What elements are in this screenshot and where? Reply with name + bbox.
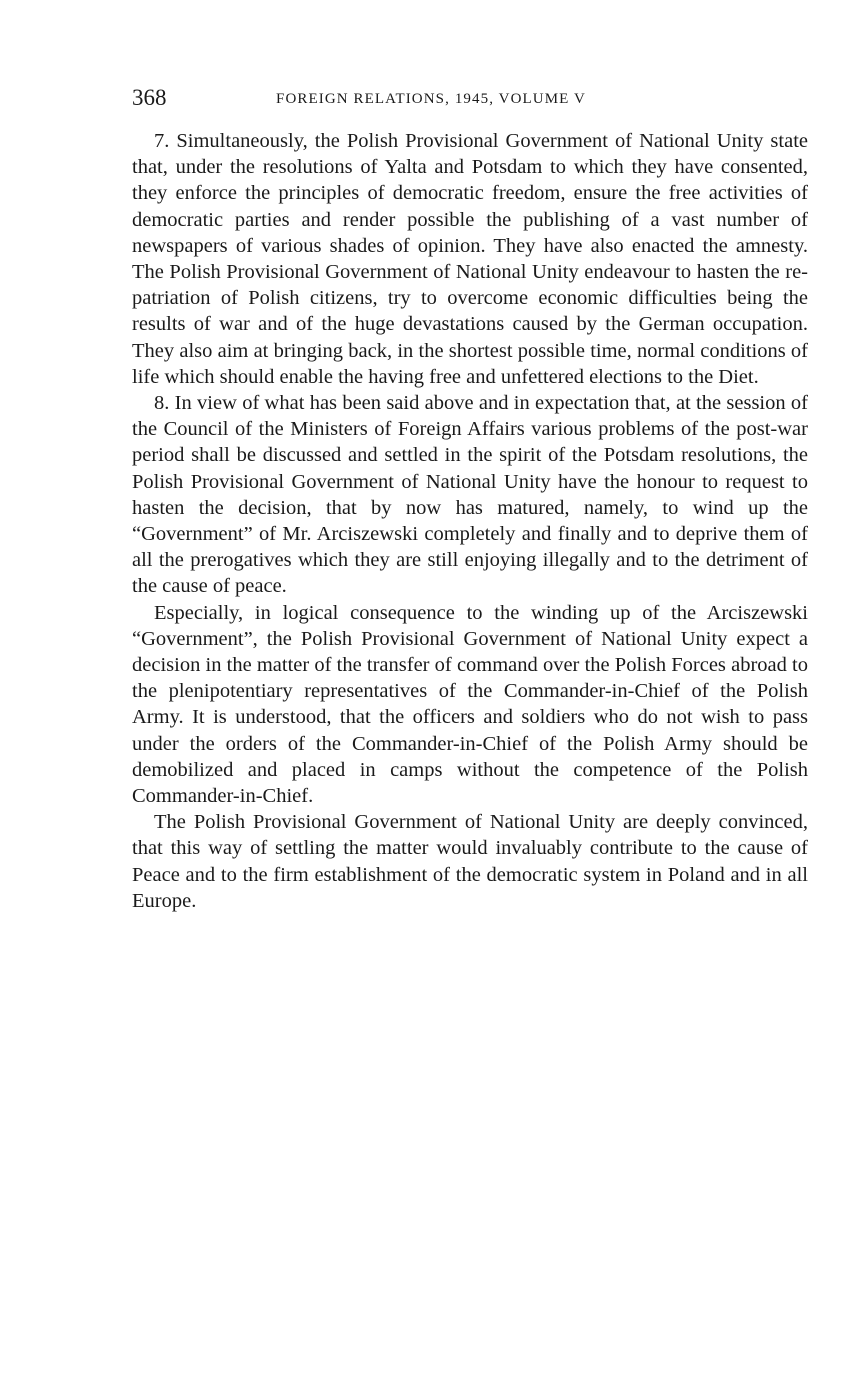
paragraph-8: 8. In view of what has been said above and in expectation that, at the session of the Council of the Ministers of Foreign Affairs various problems of the post-war period shall be discussed and settled in the spirit of the Potsdam resolutions, the Polish Provisional Government of National Unity have the honour to request to hasten the decision, that by now has matured, namely, to wind up the “Government” of Mr. Arciszewski completely and finally and to deprive them of all the prerogatives which they are still enjoying illegally and to the detriment of the cause of peace. [132, 392, 808, 598]
running-head [132, 84, 808, 112]
paragraph-7: 7. Simultaneously, the Polish Provisional Government of National Unity state that, under the resolutions of Yalta and Potsdam to which they have consented, they enforce the principles of democratic freedom, ensure the free activities of democratic parties and render possible the publishing of a vast number of newspapers of various shades of opinion. They have also enacted the amnesty. The Polish Provisional Government of National Unity endeavour to hasten the repatriation of Polish citizens, try to overcome economic difficulties being the results of war and of the huge devastations caused by the German occupation. They also aim at bringing back, in the shortest possible time, normal conditions of life which should enable the having free and unfettered elections to the Diet. [132, 130, 808, 388]
body-text [132, 128, 808, 914]
page-number: 368 [132, 85, 167, 110]
running-title: FOREIGN RELATIONS, 1945, VOLUME V [276, 91, 586, 107]
paragraph-especially: Especially, in logical consequence to the winding up of the Arciszewski “Government”, the Polish Provisional Government of National Unity expect a decision in the matter of the transfer of command over the Polish Forces abroad to the plenipotentiary representatives of the Commander-in-Chief of the Polish Army. It is understood, that the officers and soldiers who do not wish to pass under the orders of the Commander-in-Chief of the Polish Army should be demobilized and placed in camps without the competence of the Polish Commander-in-Chief. [132, 601, 808, 808]
paragraph-conclusion: The Polish Provisional Government of National Unity are deeply convinced, that this way of settling the matter would invaluably contribute to the cause of Peace and to the firm establishment of the democratic system in Poland and in all Europe. [132, 811, 808, 912]
